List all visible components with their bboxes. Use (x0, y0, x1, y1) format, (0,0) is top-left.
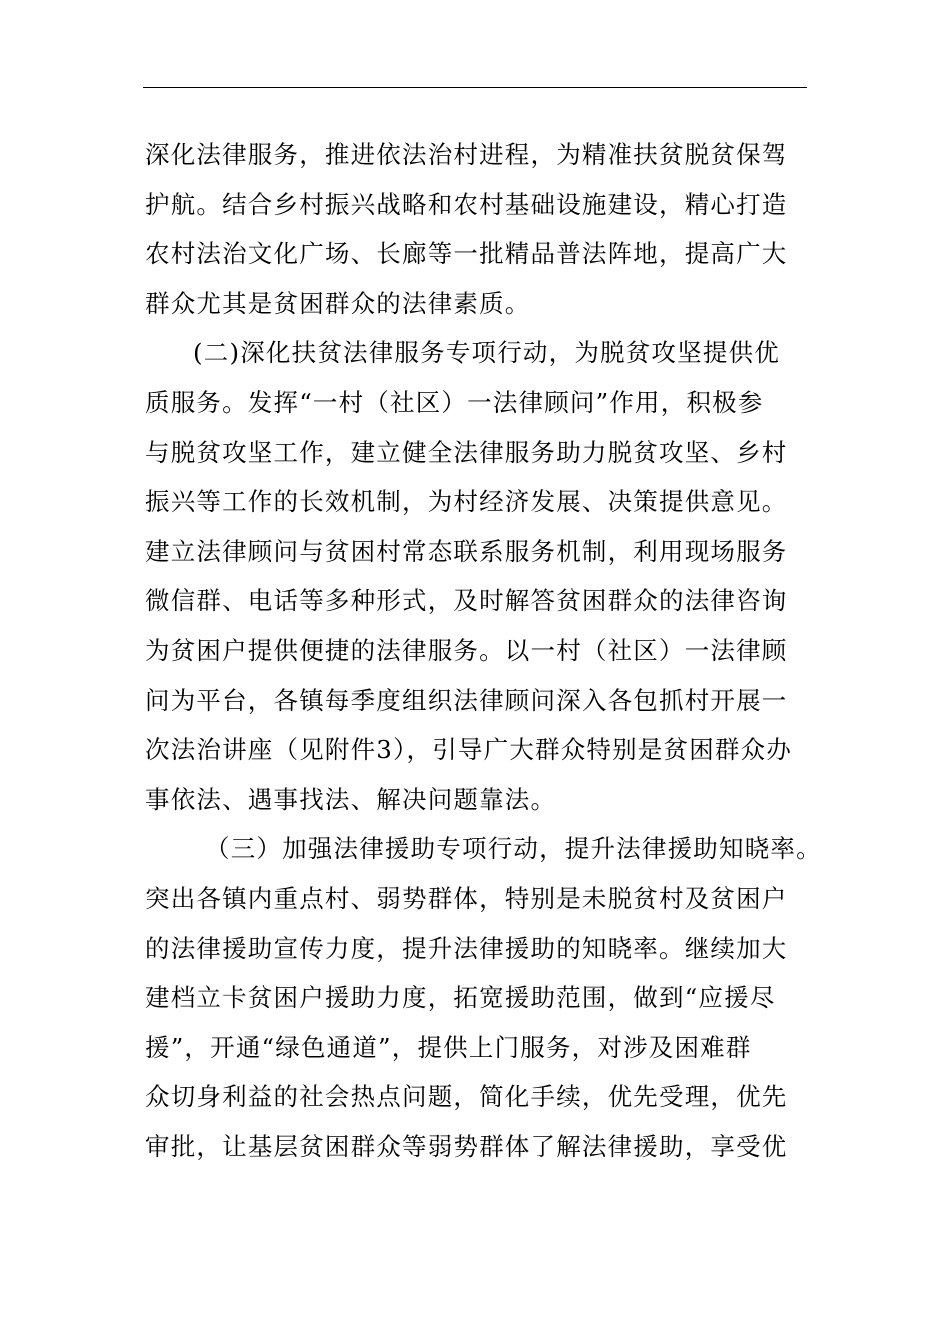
text-line: 突出各镇内重点村、弱势群体，特别是未脱贫村及贫困户 (145, 883, 788, 913)
text-line: 事依法、遇事找法、解决问题靠法。 (145, 784, 557, 814)
text-line: 援”，开通“绿色通道”，提供上门服务，对涉及困难群 (145, 1032, 752, 1062)
text-line: 微信群、电话等多种形式，及时解答贫困群众的法律咨询 (145, 586, 788, 616)
text-line: 建立法律顾问与贫困村常态联系服务机制，利用现场服务 (145, 536, 788, 566)
document-body (145, 130, 822, 1171)
text-line: 建档立卡贫困户援助力度，拓宽援助范围，做到“应援尽 (145, 983, 776, 1013)
text-line: 问为平台，各镇每季度组织法律顾问深入各包抓村开展一 (145, 685, 788, 715)
text-line: 振兴等工作的长效机制，为村经济发展、决策提供意见。 (145, 487, 788, 517)
text-line: 的法律援助宣传力度，提升法律援助的知晓率。继续加大 (145, 933, 788, 963)
text-line: 审批，让基层贫困群众等弱势群体了解法律援助，享受优 (145, 1131, 788, 1161)
text-line: 次法治讲座（见附件3），引导广大群众特别是贫困群众办 (145, 735, 793, 765)
section-heading-line: （三）加强法律援助专项行动，提升法律援助知晓率。 (205, 834, 822, 864)
text-line: 与脱贫攻坚工作，建立健全法律服务助力脱贫攻坚、乡村 (145, 437, 788, 467)
text-line: 质服务。发挥“一村（社区）一法律顾问”作用，积极参 (145, 387, 764, 417)
header-rule (143, 87, 807, 88)
text-line: 为贫困户提供便捷的法律服务。以一村（社区）一法律顾 (145, 635, 788, 665)
paragraph-1 (145, 130, 815, 328)
paragraph-3 (145, 824, 822, 1171)
text-line: 深化法律服务，推进依法治村进程，为精准扶贫脱贫保驾 (145, 140, 788, 169)
text-line: 护航。结合乡村振兴战略和农村基础设施建设，精心打造 (145, 189, 788, 219)
text-line: 众切身利益的社会热点问题，简化手续，优先受理，优先 (145, 1082, 788, 1112)
text-line: 农村法治文化广场、长廊等一批精品普法阵地，提高广大 (145, 239, 788, 269)
text-line: 群众尤其是贫困群众的法律素质。 (145, 288, 531, 318)
paragraph-2 (145, 328, 815, 824)
section-heading-line: (二)深化扶贫法律服务专项行动，为脱贫攻坚提供优 (193, 338, 780, 368)
